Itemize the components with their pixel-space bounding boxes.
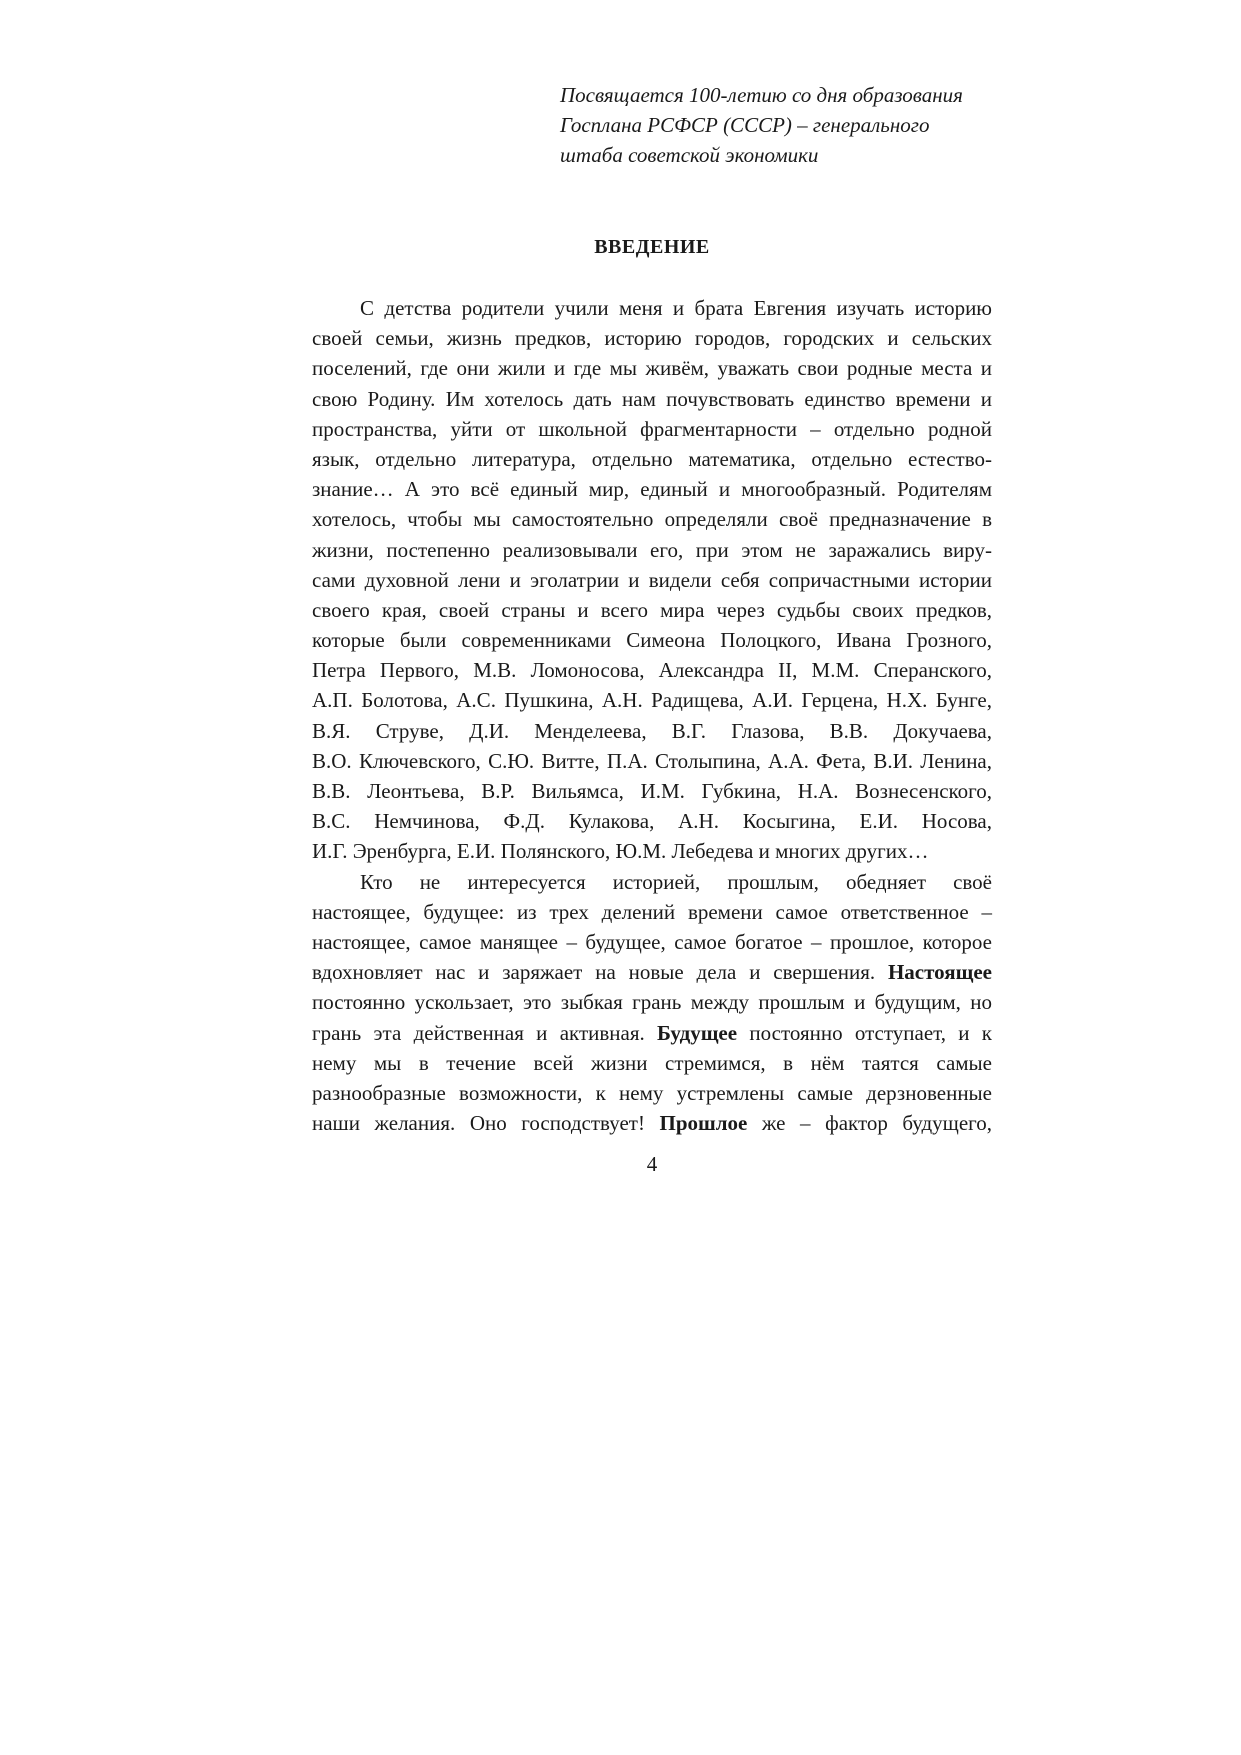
emphasis-past: Прошлое (659, 1111, 748, 1136)
text-line: своего края, своей страны и всего мира через судьбы своих предков, (312, 597, 992, 622)
text-line: А.П. Болотова, А.С. Пушкина, А.Н. Радищева, А.И. Герцена, Н.Х. Бунге, (312, 688, 992, 713)
text-run: вдохновляет нас и заряжает на новые дела и свершения. (312, 960, 888, 985)
text-line: разнообразные возможности, к нему устремлены самые дерзновенные (312, 1080, 992, 1105)
text-line: настоящее, будущее: из трех делений времени самое ответственное – (312, 899, 992, 924)
text-line: язык, отдельно литература, отдельно математика, отдельно естество- (312, 446, 992, 471)
text-line: нему мы в течение всей жизни стремимся, в нём таятся самые (312, 1050, 992, 1075)
text-line: В.Я. Струве, Д.И. Менделеева, В.Г. Глазова, В.В. Докучаева, (312, 718, 992, 743)
section-heading: ВВЕДЕНИЕ (594, 236, 710, 258)
text-line: пространства, уйти от школьной фрагментарности – отдельно родной (312, 416, 992, 441)
text-run: постоянно отступает, и к (737, 1020, 992, 1045)
page-number: 4 (646, 1152, 658, 1176)
text-line: В.О. Ключевского, С.Ю. Витте, П.А. Столыпина, А.А. Фета, В.И. Ленина, (312, 748, 992, 773)
epigraph (560, 80, 1030, 170)
epigraph-line: штаба советской экономики (560, 143, 819, 167)
text-line: хотелось, чтобы мы самостоятельно определяли своё предназначение в (312, 507, 992, 532)
body-text (312, 293, 992, 1138)
text-line: Кто не интересуется историей, прошлым, обедняет своё (360, 869, 992, 894)
text-line: И.Г. Эренбурга, Е.И. Полянского, Ю.М. Лебедева и многих других… (312, 839, 929, 864)
text-line: В.С. Немчинова, Ф.Д. Кулакова, А.Н. Косыгина, Е.И. Носова, (312, 809, 992, 834)
text-line: С детства родители учили меня и брата Евгения изучать историю (360, 296, 992, 320)
text-line: поселений, где они жили и где мы живём, уважать свои родные места и (312, 356, 992, 381)
text-line (312, 1018, 992, 1048)
text-line: своей семьи, жизнь предков, историю городов, городских и сельских (312, 326, 992, 351)
text-line (312, 957, 992, 987)
text-line (312, 1108, 992, 1138)
text-line: свою Родину. Им хотелось дать нам почувствовать единство времени и (312, 386, 992, 411)
text-line: В.В. Леонтьева, В.Р. Вильямса, И.М. Губкина, Н.А. Вознесенского, (312, 779, 992, 803)
epigraph-line: Госплана РСФСР (СССР) – генерального (560, 113, 930, 137)
text-run: грань эта действенная и активная. (312, 1020, 658, 1045)
text-run: же – фактор будущего, (747, 1111, 992, 1136)
text-line: жизни, постепенно реализовывали его, при этом не заражались виру- (312, 537, 992, 562)
text-line: которые были современниками Симеона Полоцкого, Ивана Грозного, (312, 628, 992, 653)
text-line: Петра Первого, М.В. Ломоносова, Александра II, М.М. Сперанского, (312, 658, 992, 683)
emphasis-present: Настоящее (887, 960, 992, 985)
text-line: сами духовной лени и эголатрии и видели себя сопричастными истории (312, 567, 992, 592)
epigraph-line: Посвящается 100-летию со дня образования (560, 83, 963, 107)
text-line: знание… А это всё единый мир, единый и многообразный. Родителям (312, 477, 992, 502)
text-run: наши желания. Оно господствует! (312, 1111, 660, 1136)
text-line: настоящее, самое манящее – будущее, самое богатое – прошлое, которое (312, 929, 992, 954)
text-line: постоянно ускользает, это зыбкая грань между прошлым и будущим, но (312, 990, 992, 1015)
emphasis-future: Будущее (657, 1020, 738, 1045)
